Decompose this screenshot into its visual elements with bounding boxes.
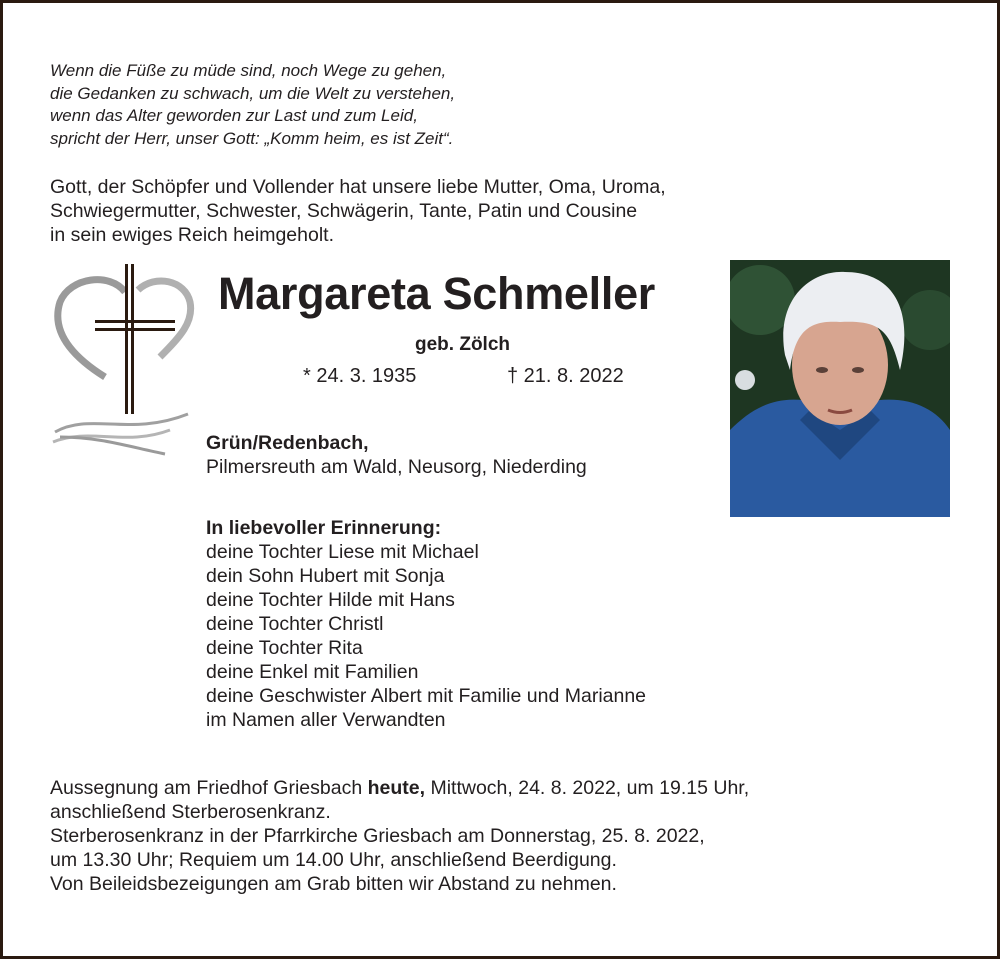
family-heading — [206, 516, 646, 540]
family-list — [206, 516, 646, 732]
other-towns: Pilmersreuth am Wald, Neusorg, Niederding — [206, 456, 587, 478]
birth-date: * 24. 3. 1935 — [303, 365, 417, 387]
funeral-text: Mittwoch, 24. 8. 2022, um 19.15 Uhr, — [425, 777, 750, 799]
funeral-today: heute, — [367, 777, 426, 799]
poem-line: spricht der Herr, unser Gott: „Komm heim, es ist Zeit“. — [50, 128, 454, 148]
funeral-text: Aussegnung am Friedhof Griesbach — [50, 777, 368, 799]
family-heading-text: In liebevoller Erinnerung: — [206, 517, 442, 539]
place-of-residence — [206, 431, 587, 479]
funeral-line: Sterberosenkranz in der Pfarrkirche Griesbach am Donnerstag, 25. 8. 2022, — [50, 825, 705, 847]
town-name: Grün/Redenbach, — [206, 432, 369, 454]
funeral-line: anschließend Sterberosenkranz. — [50, 801, 331, 823]
family-member: deine Geschwister Albert mit Familie und Marianne — [206, 685, 647, 707]
funeral-line — [50, 776, 749, 800]
family-member: im Namen aller Verwandten — [206, 709, 446, 731]
family-member: deine Tochter Christl — [206, 613, 384, 635]
intro-text — [50, 175, 666, 247]
maiden-name: geb. Zölch — [415, 334, 510, 355]
poem-line: die Gedanken zu schwach, um die Welt zu verstehen, — [50, 83, 456, 103]
poem-line: Wenn die Füße zu müde sind, noch Wege zu gehen, — [50, 61, 447, 80]
death-date: † 21. 8. 2022 — [507, 365, 624, 387]
poem-line: wenn das Alter geworden zur Last und zum Leid, — [50, 106, 418, 125]
funeral-line: Von Beileidsbezeigungen am Grab bitten wir Abstand zu nehmen. — [50, 873, 617, 895]
family-member: deine Tochter Hilde mit Hans — [206, 589, 455, 611]
family-member: deine Tochter Rita — [206, 637, 363, 659]
intro-line: in sein ewiges Reich heimgeholt. — [50, 224, 334, 246]
deceased-name: Margareta Schmeller — [218, 268, 656, 319]
family-member: dein Sohn Hubert mit Sonja — [206, 565, 445, 587]
portrait-photo — [730, 260, 950, 517]
funeral-details — [50, 776, 749, 896]
intro-line: Gott, der Schöpfer und Vollender hat unsere liebe Mutter, Oma, Uroma, — [50, 176, 666, 198]
family-member: deine Tochter Liese mit Michael — [206, 541, 479, 563]
poem — [50, 60, 455, 150]
heart-cross-emblem-icon — [50, 262, 195, 457]
funeral-line: um 13.30 Uhr; Requiem um 14.00 Uhr, anschließend Beerdigung. — [50, 849, 617, 871]
family-member: deine Enkel mit Familien — [206, 661, 419, 683]
intro-line: Schwiegermutter, Schwester, Schwägerin, Tante, Patin und Cousine — [50, 200, 638, 222]
town — [206, 431, 587, 455]
